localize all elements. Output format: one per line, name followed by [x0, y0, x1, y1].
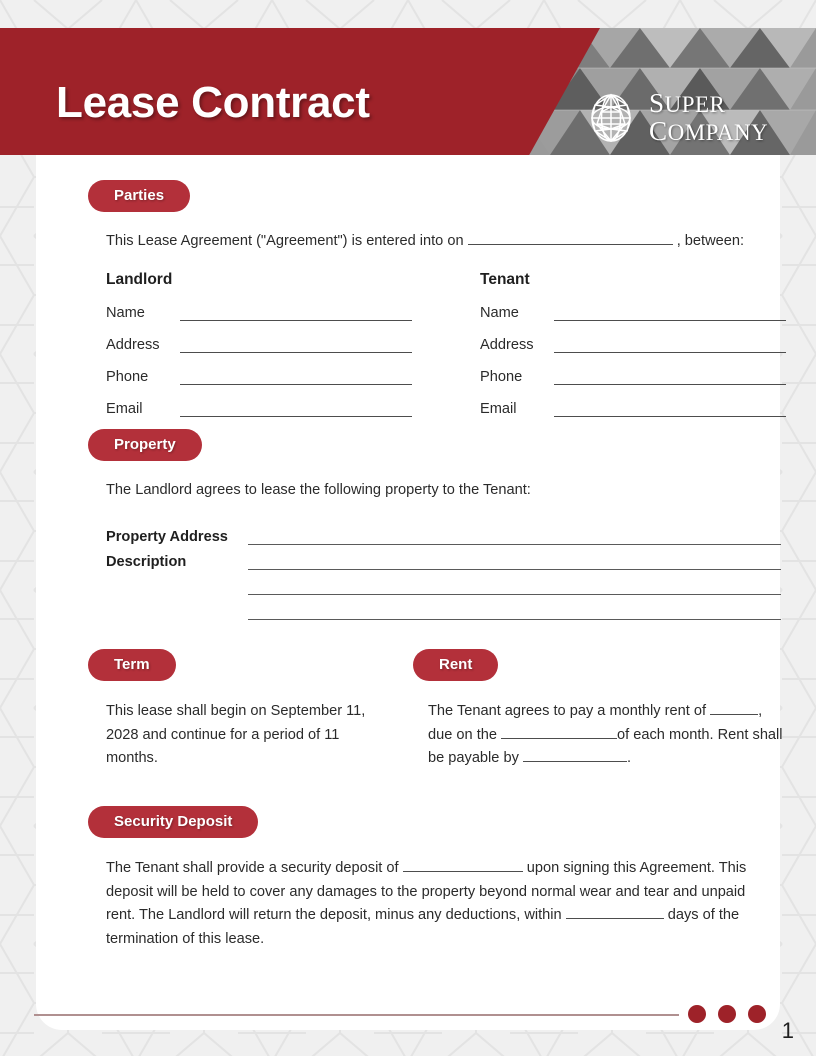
- tenant-address-row: [480, 332, 786, 353]
- tenant-phone-label: Phone: [480, 369, 523, 386]
- property-description-input-1[interactable]: [248, 553, 781, 570]
- rent-text-part3: of each month. Rent shall be payable by: [428, 726, 783, 767]
- property-description-input-3[interactable]: [248, 595, 781, 620]
- rent-due-day-blank[interactable]: [501, 738, 617, 739]
- landlord-column: [106, 271, 480, 428]
- security-deposit-amount-blank[interactable]: [403, 871, 523, 872]
- section-badge-parties: Parties: [88, 180, 190, 212]
- section-property-header: [88, 429, 202, 461]
- property-description-row: [106, 545, 781, 570]
- landlord-name-input[interactable]: [180, 309, 412, 321]
- tenant-address-input[interactable]: [554, 341, 786, 353]
- deposit-return-days-blank[interactable]: [566, 918, 664, 919]
- tenant-email-input[interactable]: [554, 405, 786, 417]
- agreement-date-blank[interactable]: [468, 244, 673, 245]
- landlord-address-label: Address: [106, 337, 160, 354]
- section-badge-rent: Rent: [413, 649, 498, 681]
- rent-text-part1: The Tenant agrees to pay a monthly rent of: [428, 703, 706, 719]
- footer-dot-2: [718, 1005, 736, 1023]
- page-number: 1: [781, 1018, 794, 1043]
- term-text: This lease shall begin on September 11, 2028 and continue for a period of 11 months.: [106, 703, 366, 767]
- landlord-email-input[interactable]: [180, 405, 412, 417]
- footer-divider: [34, 1014, 679, 1016]
- tenant-column: [480, 271, 786, 428]
- security-deposit-text: [106, 857, 774, 952]
- landlord-phone-label: Phone: [106, 369, 149, 386]
- landlord-email-row: [106, 396, 480, 417]
- rent-payment-method-blank[interactable]: [523, 761, 627, 762]
- section-badge-property: Property: [88, 429, 202, 461]
- landlord-address-input[interactable]: [180, 341, 412, 353]
- parties-columns: [106, 271, 786, 428]
- section-security-deposit-header: [88, 806, 258, 838]
- landlord-name-row: [106, 300, 480, 321]
- rent-text: [428, 700, 783, 771]
- section-rent-header: [413, 649, 498, 681]
- monthly-rent-amount-blank[interactable]: [710, 714, 758, 715]
- tenant-email-label: Email: [480, 401, 517, 418]
- deposit-text-part3: days of the termination of this lease.: [106, 907, 740, 947]
- property-address-label: Property Address: [106, 529, 228, 546]
- tenant-name-input[interactable]: [554, 309, 786, 321]
- tenant-title: Tenant: [480, 271, 530, 288]
- landlord-name-label: Name: [106, 305, 145, 322]
- footer-dot-1: [688, 1005, 706, 1023]
- geodesic-globe-icon: [585, 90, 637, 146]
- property-description-input-2[interactable]: [248, 570, 781, 595]
- landlord-phone-input[interactable]: [180, 373, 412, 385]
- deposit-text-part1: The Tenant shall provide a security deposit of: [106, 860, 399, 876]
- company-name-line1: SUPER: [649, 88, 726, 119]
- landlord-email-label: Email: [106, 401, 143, 418]
- deposit-text-part2: upon signing this Agreement. This deposit will be held to cover any damages to the property beyond normal wear and tear and unpaid rent. The Landlord will return the deposit, minus any deductions, within: [106, 860, 747, 924]
- page-title: Lease Contract: [56, 78, 370, 127]
- footer-dots: [688, 1005, 766, 1023]
- property-address-input[interactable]: [248, 528, 781, 545]
- section-term-header: [88, 649, 176, 681]
- property-address-row: [106, 520, 781, 545]
- tenant-phone-input[interactable]: [554, 373, 786, 385]
- parties-intro-text: [106, 230, 786, 254]
- tenant-phone-row: [480, 364, 786, 385]
- company-name-line2: COMPANY: [649, 116, 769, 146]
- rent-text-part2: , due on the: [428, 703, 763, 743]
- rent-text-part4: .: [626, 750, 632, 767]
- tenant-name-label: Name: [480, 305, 519, 322]
- company-logo: [585, 90, 768, 146]
- tenant-email-row: [480, 396, 786, 417]
- landlord-title: Landlord: [106, 271, 173, 288]
- document-body: [36, 155, 783, 1030]
- landlord-phone-row: [106, 364, 480, 385]
- footer-dot-3: [748, 1005, 766, 1023]
- property-intro-text: The Landlord agrees to lease the following property to the Tenant:: [106, 482, 531, 498]
- section-badge-term: Term: [88, 649, 176, 681]
- tenant-address-label: Address: [480, 337, 534, 354]
- parties-intro-before: This Lease Agreement ("Agreement") is entered into on: [106, 233, 464, 249]
- tenant-name-row: [480, 300, 786, 321]
- property-fields: [106, 520, 781, 620]
- section-badge-security-deposit: Security Deposit: [88, 806, 258, 838]
- property-description-label: Description: [106, 554, 187, 571]
- parties-intro-after: , between:: [676, 233, 745, 249]
- document-header: [0, 28, 816, 155]
- landlord-address-row: [106, 332, 480, 353]
- section-parties-header: [88, 180, 190, 212]
- company-name: [649, 90, 768, 145]
